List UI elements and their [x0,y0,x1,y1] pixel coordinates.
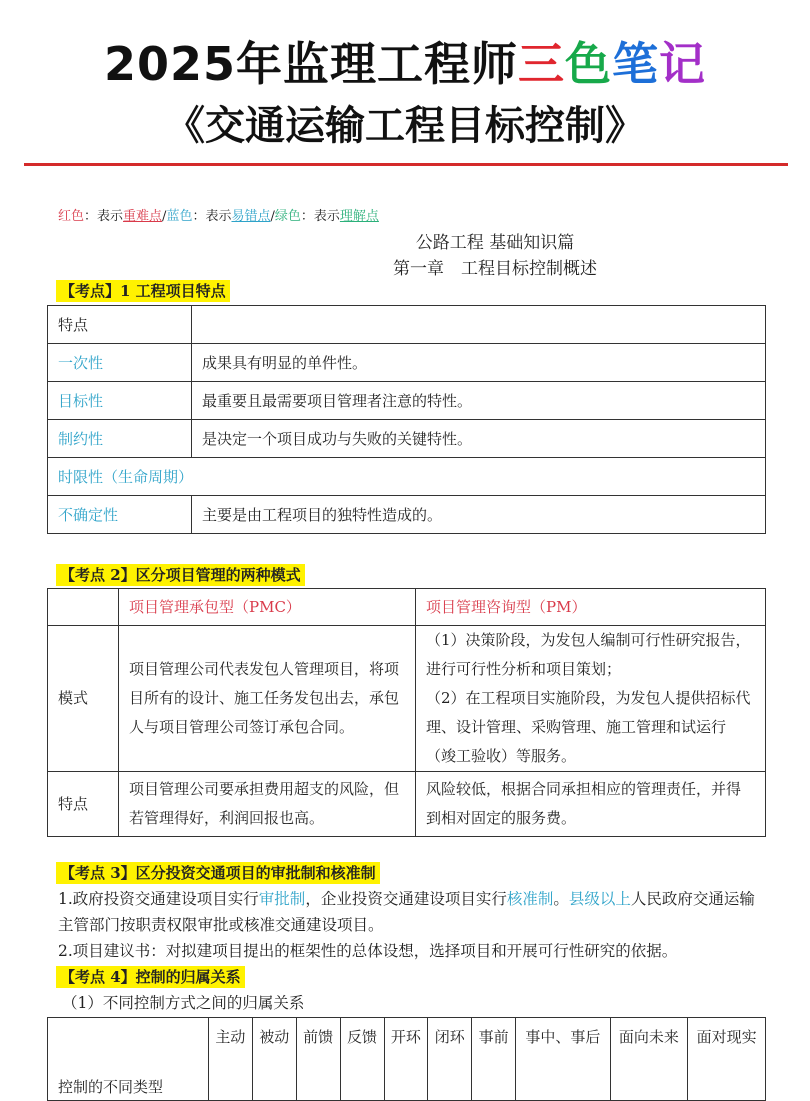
document-title: 2025年监理工程师三色笔记 [103,37,707,91]
column-header: 前馈 [296,1018,340,1101]
column-header: 面向未来 [610,1018,688,1101]
color-legend: 红色：表示重难点/蓝色：表示易错点/绿色：表示理解点 [58,209,379,224]
kp4-subheading: （1）不同控制方式之间的归属关系 [62,994,305,1012]
kp4-heading: 【考点 4】控制的归属关系 [56,966,245,988]
table-row: 控制的不同类型 主动 被动 前馈 反馈 开环 闭环 事前 事中、事后 面向未来 面对现实 [48,1018,766,1101]
column-header: 事前 [472,1018,516,1101]
table-row: 不确定性 主要是由工程项目的独特性造成的。 [48,496,766,534]
title-colored-char: 笔 [612,37,660,91]
table-row: 时限性（生命周期） [48,458,766,496]
title-colored-char: 色 [565,37,613,91]
column-header: 面对现实 [688,1018,766,1101]
divider [24,163,788,166]
column-header: 反馈 [340,1018,384,1101]
kp2-heading: 【考点 2】区分项目管理的两种模式 [56,564,305,586]
kp1-table [47,305,766,534]
table-row: 制约性 是决定一个项目成功与失败的关键特性。 [48,420,766,458]
column-header: 开环 [384,1018,428,1101]
kp2-table [47,588,766,837]
column-header: 主动 [209,1018,253,1101]
table-row: 目标性 最重要且最需要项目管理者注意的特性。 [48,382,766,420]
chapter-title: 第一章 工程目标控制概述 [393,259,597,279]
table-row [48,589,766,626]
kp3-heading: 【考点 3】区分投资交通项目的审批制和核准制 [56,862,380,884]
document-subtitle: 《交通运输工程目标控制》 [165,103,645,149]
book-title: 公路工程 基础知识篇 [415,233,575,253]
table-row: 模式 项目管理公司代表发包人管理项目，将项目所有的设计、施工任务发包出去，承包人与项目管理公司签订承包合同。 （1）决策阶段，为发包人编制可行性研究报告，进行可行性分析和项目策划； （2）在工程项目实施阶段，为发包人提供招标代理、设计管理、采购管理、施工管理和试运行（竣工验收）等服务。 [48,626,766,772]
column-header: 事中、事后 [516,1018,611,1101]
kp3-paragraph-1: 1.政府投资交通建设项目实行审批制，企业投资交通建设项目实行核准制。县级以上人民政府交通运输主管部门按职责权限审批或核准交通建设项目。 [58,890,755,934]
column-header: 项目管理承包型（PMC） [119,589,416,626]
title-colored-char: 三 [518,37,566,91]
title-colored-char: 记 [659,37,707,91]
table-row: 特点 项目管理公司要承担费用超支的风险，但若管理得好，利润回报也高。 风险较低，根据合同承担相应的管理责任，并得到相对固定的服务费。 [48,772,766,837]
table-row: 一次性 成果具有明显的单件性。 [48,344,766,382]
kp4-table [47,1017,766,1101]
column-header: 被动 [252,1018,296,1101]
kp3-paragraph-2: 2.项目建议书：对拟建项目提出的框架性的总体设想，选择项目和开展可行性研究的依据。 [58,942,678,960]
column-header: 闭环 [428,1018,472,1101]
column-header: 项目管理咨询型（PM） [416,589,766,626]
table-row: 特点 [48,306,766,344]
kp1-heading: 【考点】1 工程项目特点 [56,280,230,302]
